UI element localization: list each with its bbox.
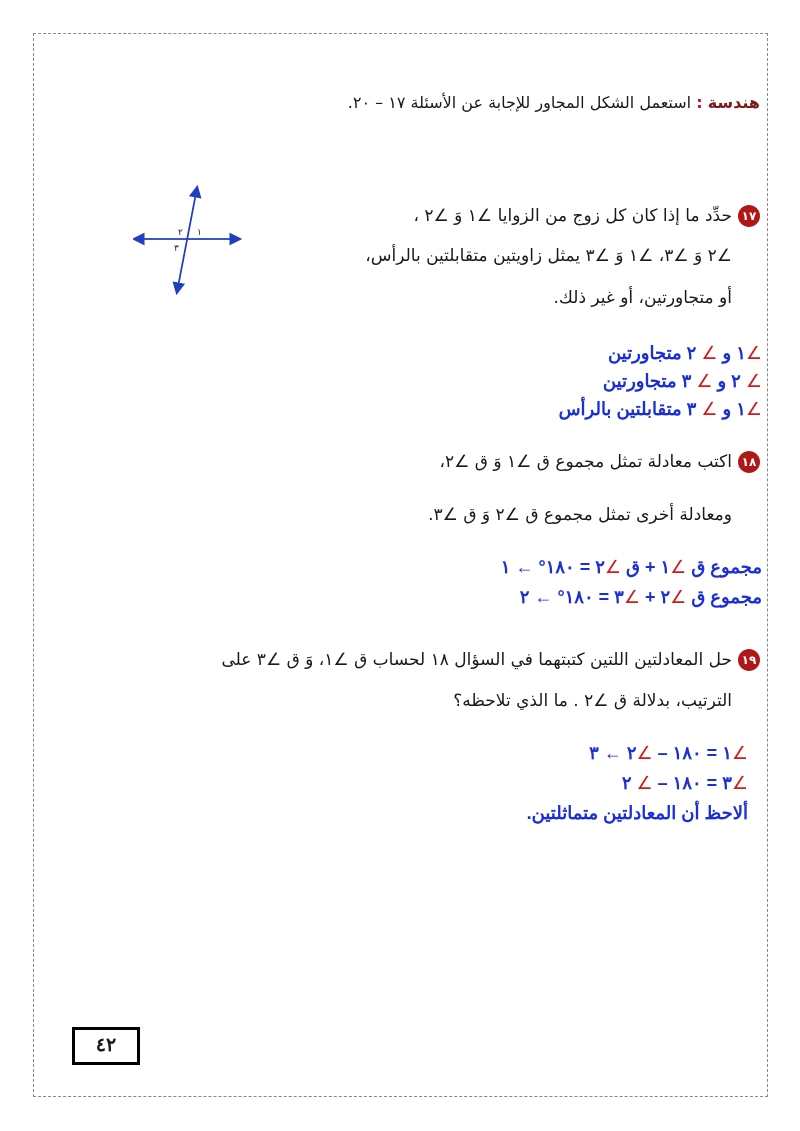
angle-symbol: ∠ — [701, 399, 718, 419]
diagonal-line-reverse — [177, 188, 197, 292]
angle-label-3: ٣ — [174, 244, 179, 254]
angle-label-2: ٢ — [178, 228, 183, 238]
answer-text: ١ = ١٨٠ – — [652, 743, 732, 763]
answer-text: ٢ + — [639, 587, 671, 607]
q18-line2: ومعادلة أخرى تمثل مجموع ق ∠٢ وَ ق ∠٣. — [428, 505, 732, 525]
answer-text: ١ و — [717, 399, 746, 419]
angle-symbol: ∠ — [731, 773, 748, 793]
angle-symbol: ∠ — [636, 743, 653, 763]
q18-text1: اكتب معادلة تمثل مجموع ق ∠١ وَ ق ∠٢، — [439, 452, 732, 472]
q17-answer-3 — [559, 396, 762, 422]
angle-symbol: ∠ — [636, 773, 653, 793]
q17-line3: أو متجاورتين، أو غير ذلك. — [553, 288, 732, 308]
answer-text: ٣ متجاورتين — [602, 371, 697, 391]
answer-text: ٣ = ١٨٠° ← ٢ — [519, 587, 624, 607]
q18-line1 — [440, 444, 760, 480]
q17-line1 — [413, 198, 760, 234]
q17-answer-2 — [603, 368, 762, 394]
header-instruction: استعمل الشكل المجاور للإجابة عن الأسئلة ١٧ – ٢٠. — [347, 93, 692, 112]
angle-symbol: ∠ — [604, 557, 622, 577]
angle-symbol: ∠ — [745, 399, 762, 419]
answer-text: ٢ متجاورتين — [607, 343, 702, 363]
angle-label-1: ١ — [197, 228, 202, 238]
q18-number-badge: ١٨ — [738, 451, 760, 473]
q19-number-badge: ١٩ — [738, 649, 760, 671]
q17-line2: ∠٢ وَ ∠٣، ∠١ وَ ∠٣ يمثل زاويتين متقابلتين بالرأس، — [365, 246, 732, 266]
answer-text: ٢ — [621, 773, 637, 793]
answer-text: مجموع ق — [686, 557, 762, 577]
page-number-box: ٤٢ — [72, 1027, 140, 1065]
answer-text: ٣ = ١٨٠ – — [652, 773, 732, 793]
q17-answer-1 — [608, 340, 762, 366]
intersecting-lines-figure — [133, 182, 243, 297]
q19-line1 — [221, 642, 760, 678]
q18-answer-1 — [501, 554, 762, 580]
q17-number-badge: ١٧ — [738, 205, 760, 227]
q19-note: ألاحظ أن المعادلتين متماثلتين. — [526, 803, 748, 823]
q17-text1: حدِّد ما إذا كان كل زوج من الزوايا ∠١ وَ ∠٢ ، — [413, 206, 732, 226]
answer-text: مجموع ق — [686, 587, 762, 607]
section-header — [348, 93, 760, 112]
angle-symbol: ∠ — [670, 587, 687, 607]
angle-symbol: ∠ — [731, 743, 748, 763]
answer-text: ١ و — [717, 343, 746, 363]
answer-text: ١ + ق — [621, 557, 671, 577]
answer-text: ٢ = ١٨٠° ← ١ — [500, 557, 605, 577]
angle-symbol: ∠ — [745, 343, 762, 363]
header-keyword: هندسة — [707, 93, 760, 112]
header-colon: : — [696, 93, 703, 112]
angle-symbol: ∠ — [623, 587, 640, 607]
q19-text1: حل المعادلتين اللتين كتبتهما في السؤال ١٨ لحساب ق ∠١، وَ ق ∠٣ على — [221, 650, 732, 670]
angle-symbol: ∠ — [701, 343, 718, 363]
q19-answer-2 — [622, 770, 748, 796]
q19-line2: الترتيب، بدلالة ق ∠٢ . ما الذي تلاحظه؟ — [453, 691, 732, 711]
answer-text: ٣ متقابلتين بالرأس — [558, 399, 702, 419]
angle-symbol: ∠ — [670, 557, 687, 577]
answer-text: ٢ و — [712, 371, 746, 391]
answer-text: ٢ ← ٣ — [589, 743, 637, 763]
q18-answer-2 — [520, 584, 762, 610]
q19-answer-1 — [589, 740, 748, 766]
angle-symbol: ∠ — [696, 371, 713, 391]
angle-symbol: ∠ — [745, 371, 762, 391]
